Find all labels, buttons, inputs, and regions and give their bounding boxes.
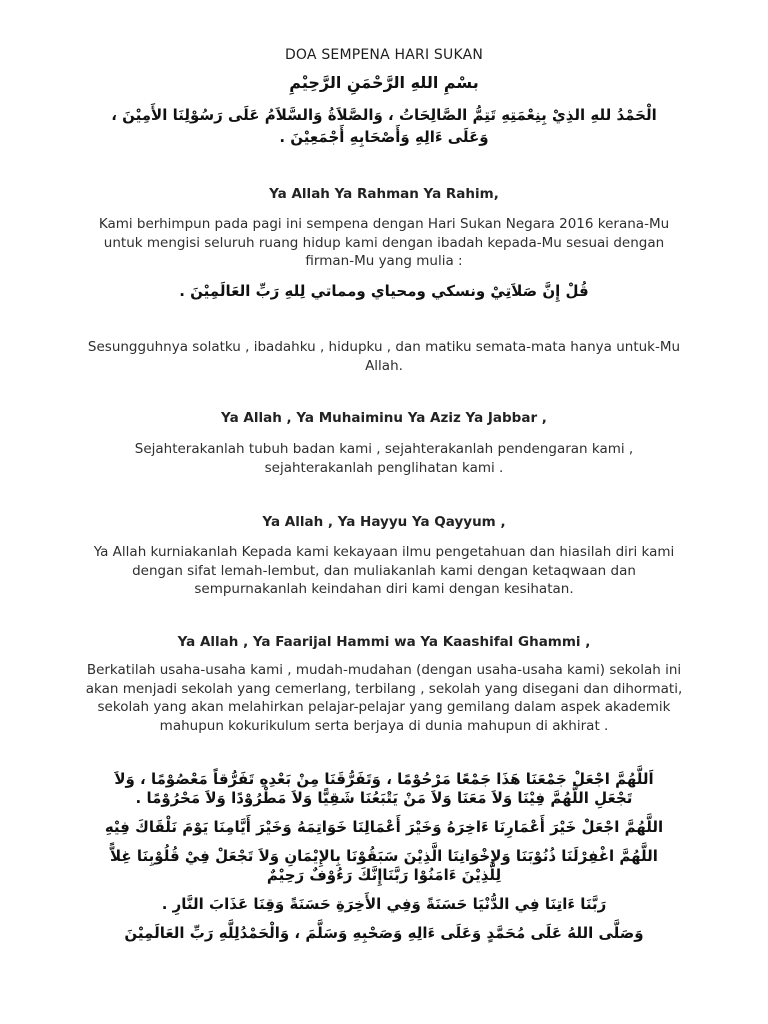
basmalah: بسْمِ اللهِ الرَّحْمَنِ الرَّحِيْمِ bbox=[289, 73, 479, 92]
heading-3: Ya Allah , Ya Hayyu Ya Qayyum , bbox=[262, 514, 506, 530]
verse-arabic: قُلْ إِنَّ صَلاَتِيْ ونسكي ومحياي ومماتي لِلهِ رَبِّ العَالَمِيْنَ . bbox=[179, 282, 589, 300]
dua-line: وَصَلَّى اللهُ عَلَى مُحَمَّدٍ وَعَلَى ءَالِهِ وَصَحْبِهِ وَسَلَّمَ ، وَالْحَمْدُلِلَّهِ رَبِّ العَالَمِيْنَ bbox=[124, 924, 644, 942]
document-title: DOA SEMPENA HARI SUKAN bbox=[284, 47, 484, 63]
opening-arabic: الْحَمْدُ للهِ الذِيْ بِنِعْمَتِهِ تَتِمُّ الصَّالِحَاتُ ، وَالصَّلاَةُ وَالسَّلاَمُ عَلَى رَسُوْلِنَا الأَمِيْنَ ، وَعَلَى ءَالِهِ وَأَصْحَابِهِ أَجْمَعِيْنَ . bbox=[111, 106, 657, 146]
paragraph-2: Sesungguhnya solatku , ibadahku , hidupku , dan matiku semata-mata hanya untuk-Mu Allah. bbox=[87, 339, 681, 374]
paragraph-1: Kami berhimpun pada pagi ini sempena dengan Hari Sukan Negara 2016 kerana-Mu untuk mengisi seluruh ruang hidup kami dengan ibadah kepada-Mu sesuai dengan firman-Mu yang mulia : bbox=[98, 216, 670, 269]
dua-line: اَللَّهُمَّ اجْعَلْ جَمْعَنَا هَذَا جَمْعًا مَرْحُوْمًا ، وَتَفَرُّقَنَا مِنْ بَعْدِهِ تَفَرُّقاً مَعْصُوْمًا ، وَلاَ تَجْعَلِ اللَّهُمَّ فِيْنَا وَلاَ مَعَنَا وَلاَ مَنْ يَتْبَعُنَا شَقِيًّا وَلاَ مَطْرُوْدًا وَلاَ مَحْرُوْمًا . bbox=[114, 770, 654, 807]
dua-line: رَبَّنَا ءَاتِنَا فِي الدُّنْيَا حَسَنَةً وَفِي الأَخِرَةِ حَسَنَةً وَقِنَا عَذَابَ النَّارِ . bbox=[161, 895, 607, 913]
paragraph-3: Sejahterakanlah tubuh badan kami , sejahterakanlah pendengaran kami , sejahterakanlah penglihatan kami . bbox=[134, 441, 634, 476]
closing-duas bbox=[100, 770, 668, 953]
dua-line: اللَّهُمَّ اغْفِرْلَنَا ذُنُوْبَنَا وَلإِخْوَانِنَا الَّذِيْنَ سَبَقُوْنَا بِالإِيْمَانِ وَلاَ تَجْعَلْ فِيْ قُلُوْبِنَا غِلاًّ لِلَّذِيْنَ ءَامَنُوْا رَبَّنَاإِنَّكَ رَءُوْفٌ رَحِيْمٌ bbox=[110, 847, 658, 884]
heading-1: Ya Allah Ya Rahman Ya Rahim, bbox=[269, 186, 499, 202]
heading-2: Ya Allah , Ya Muhaiminu Ya Aziz Ya Jabbar , bbox=[221, 410, 547, 426]
paragraph-5: Berkatilah usaha-usaha kami , mudah-mudahan (dengan usaha-usaha kami) sekolah ini akan menjadi sekolah yang cemerlang, terbilang , sekolah yang disegani dan dihormati, sekolah yang akan melahirkan pelajar-pelajar yang gemilang dalam aspek akademik mahupun kokurikulum serta berjaya di dunia mahupun di akhirat . bbox=[85, 662, 683, 734]
paragraph-4: Ya Allah kurniakanlah Kepada kami kekayaan ilmu pengetahuan dan hiasilah diri kami dengan sifat lemah-lembut, dan muliakanlah kami dengan ketaqwaan dan sempurnakanlah keindahan diri kami dengan kesihatan. bbox=[93, 544, 675, 597]
dua-line: اللَّهُمَّ اجْعَلْ خَيْرَ أَعْمَارِنَا ءَاخِرَهُ وَخَيْرَ أَعْمَالِنَا خَوَاتِمَهُ وَخَيْرَ أَيَّامِنَا يَوْمَ نَلْقَاكَ فِيْهِ bbox=[104, 818, 664, 836]
heading-4: Ya Allah , Ya Faarijal Hammi wa Ya Kaashifal Ghammi , bbox=[177, 634, 591, 650]
